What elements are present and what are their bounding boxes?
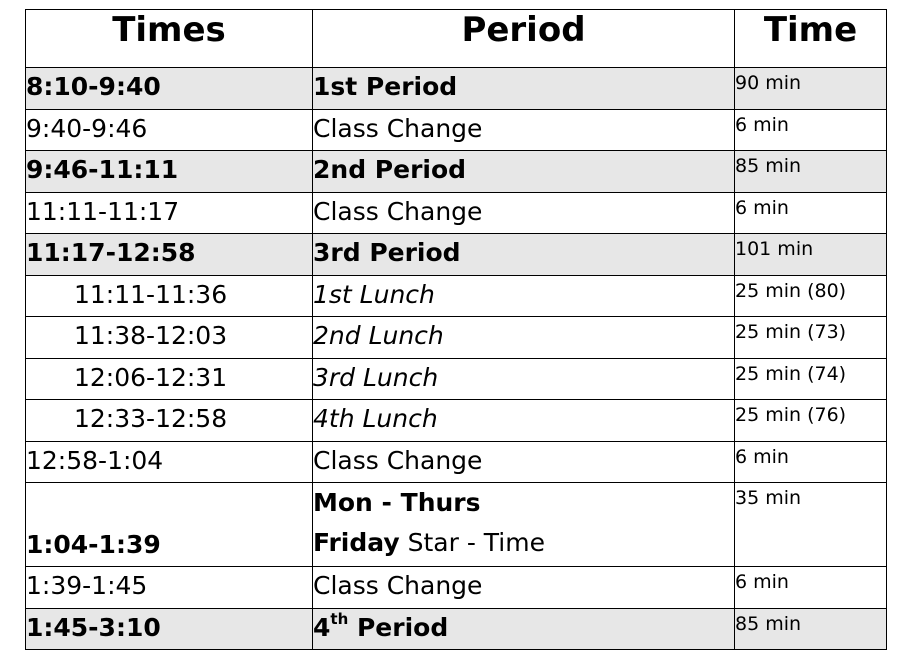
- period-cell: [313, 608, 735, 650]
- header-times: Times: [26, 10, 313, 68]
- period-number: 4: [313, 612, 331, 642]
- table-row: [26, 567, 887, 609]
- table-row: [26, 483, 887, 567]
- period-cell: 3rd Period: [313, 234, 735, 276]
- header-period: Period: [313, 10, 735, 68]
- table-row: [26, 68, 887, 110]
- table-row: [26, 400, 887, 442]
- times-cell: 11:17-12:58: [26, 234, 313, 276]
- table-row: [26, 234, 887, 276]
- duration-cell: 35 min: [735, 483, 887, 567]
- duration-cell: 25 min (80): [735, 275, 887, 317]
- table-row: [26, 151, 887, 193]
- period-cell: Class Change: [313, 441, 735, 483]
- times-cell: 11:38-12:03: [26, 317, 313, 359]
- times-cell: 1:04-1:39: [26, 483, 313, 567]
- friday-label: Friday: [313, 528, 400, 557]
- duration-cell: 85 min: [735, 151, 887, 193]
- times-cell: 9:46-11:11: [26, 151, 313, 193]
- bell-schedule-table: [25, 9, 887, 650]
- times-cell: 8:10-9:40: [26, 68, 313, 110]
- period-cell: 2nd Period: [313, 151, 735, 193]
- times-cell: 11:11-11:36: [26, 275, 313, 317]
- duration-cell: 6 min: [735, 109, 887, 151]
- times-cell: 1:39-1:45: [26, 567, 313, 609]
- duration-cell: 25 min (73): [735, 317, 887, 359]
- table-row: [26, 608, 887, 650]
- times-cell: 12:58-1:04: [26, 441, 313, 483]
- duration-cell: 101 min: [735, 234, 887, 276]
- times-cell: 1:45-3:10: [26, 608, 313, 650]
- times-cell: 12:06-12:31: [26, 358, 313, 400]
- table-row: [26, 192, 887, 234]
- period-cell: 3rd Lunch: [313, 358, 735, 400]
- table-row: [26, 358, 887, 400]
- duration-cell: 6 min: [735, 441, 887, 483]
- duration-cell: 90 min: [735, 68, 887, 110]
- duration-cell: 25 min (74): [735, 358, 887, 400]
- period-line-mon-thurs: Mon - Thurs: [313, 488, 481, 517]
- period-cell: 4th Lunch: [313, 400, 735, 442]
- period-word: Period: [348, 612, 449, 642]
- table-row: [26, 317, 887, 359]
- duration-cell: 25 min (76): [735, 400, 887, 442]
- period-ordinal-suffix: th: [330, 610, 349, 629]
- period-cell: [313, 483, 735, 567]
- period-line-friday: [313, 523, 734, 563]
- duration-cell: 6 min: [735, 567, 887, 609]
- period-cell: 1st Lunch: [313, 275, 735, 317]
- period-cell: Class Change: [313, 192, 735, 234]
- table-row: [26, 109, 887, 151]
- table-row: [26, 441, 887, 483]
- period-cell: Class Change: [313, 109, 735, 151]
- duration-cell: 85 min: [735, 608, 887, 650]
- header-time: Time: [735, 10, 887, 68]
- period-cell: 1st Period: [313, 68, 735, 110]
- header-row: [26, 10, 887, 68]
- times-cell: 12:33-12:58: [26, 400, 313, 442]
- period-cell: 2nd Lunch: [313, 317, 735, 359]
- period-cell: Class Change: [313, 567, 735, 609]
- duration-cell: 6 min: [735, 192, 887, 234]
- star-time-label: Star - Time: [399, 528, 545, 557]
- times-cell: 11:11-11:17: [26, 192, 313, 234]
- times-cell: 9:40-9:46: [26, 109, 313, 151]
- table-row: [26, 275, 887, 317]
